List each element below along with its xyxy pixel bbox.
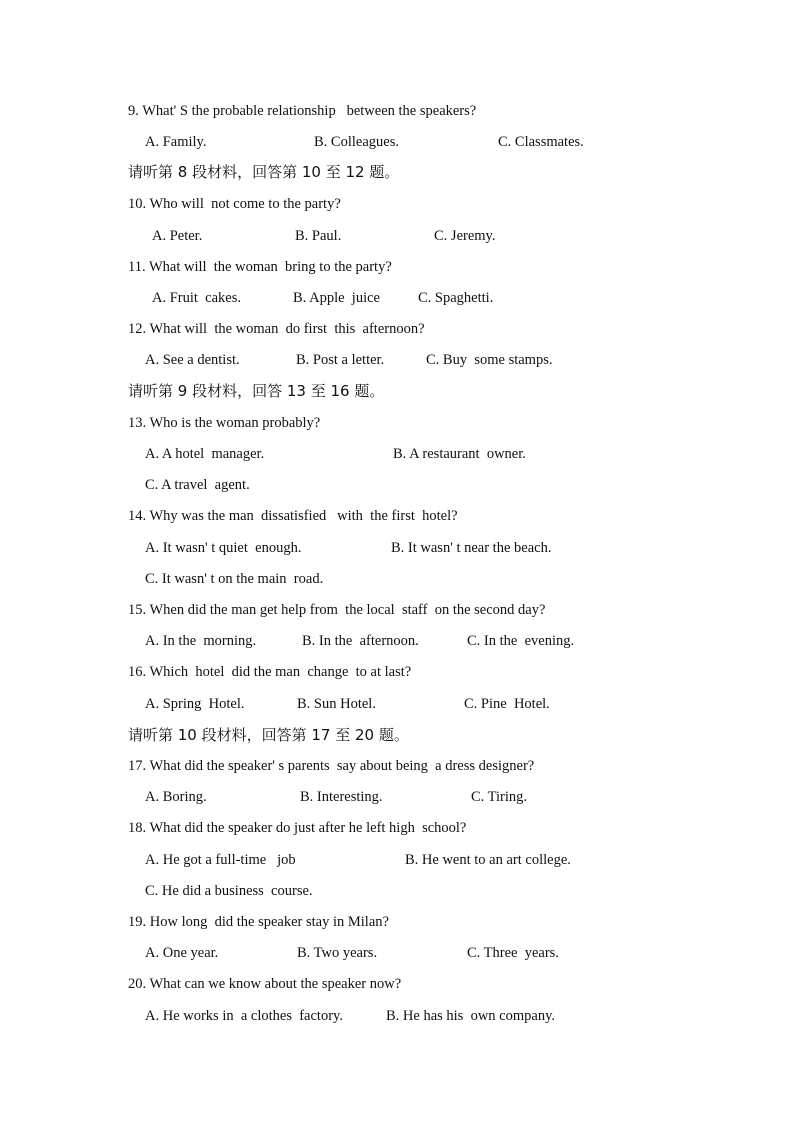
question-14-option-b: B. It wasn' t near the beach.: [391, 540, 552, 556]
question-10-option-c: C. Jeremy.: [434, 228, 496, 244]
question-19-option-c: C. Three years.: [467, 945, 559, 961]
question-15-option-c: C. In the evening.: [467, 633, 575, 649]
question-11-option-c: C. Spaghetti.: [418, 290, 494, 306]
question-15-option-a: A. In the morning.: [145, 633, 257, 649]
question-13: 13. Who is the woman probably?: [128, 415, 321, 431]
question-9-option-a: A. Family.: [145, 134, 207, 150]
question-19: 19. How long did the speaker stay in Milan?: [128, 914, 389, 930]
question-20: 20. What can we know about the speaker now?: [128, 976, 402, 992]
question-16-option-c: C. Pine Hotel.: [464, 696, 550, 712]
question-11-option-a: A. Fruit cakes.: [152, 290, 241, 306]
question-10-option-a: A. Peter.: [152, 228, 203, 244]
question-9-option-b: B. Colleagues.: [314, 134, 399, 150]
question-17-option-c: C. Tiring.: [471, 789, 528, 805]
section-8-instruction: 请听第 8 段材料，回答第 10 至 12 题。: [128, 163, 400, 181]
question-18-option-a: A. He got a full-time job: [145, 852, 296, 868]
question-18: 18. What did the speaker do just after he left high school?: [128, 820, 467, 836]
question-11-option-b: B. Apple juice: [293, 290, 380, 306]
question-9-option-c: C. Classmates.: [498, 134, 584, 150]
question-16: 16. Which hotel did the man change to at last?: [128, 664, 412, 680]
question-9: 9. What' S the probable relationship between the speakers?: [128, 103, 477, 119]
question-14: 14. Why was the man dissatisfied with the first hotel?: [128, 508, 458, 524]
question-19-option-a: A. One year.: [145, 945, 219, 961]
question-18-option-c: C. He did a business course.: [145, 883, 313, 899]
section-10-instruction: 请听第 10 段材料，回答第 17 至 20 题。: [128, 726, 409, 744]
question-18-option-b: B. He went to an art college.: [405, 852, 571, 868]
question-20-option-a: A. He works in a clothes factory.: [145, 1008, 343, 1024]
question-15: 15. When did the man get help from the local staff on the second day?: [128, 602, 546, 618]
question-10: 10. Who will not come to the party?: [128, 196, 341, 212]
question-14-option-a: A. It wasn' t quiet enough.: [145, 540, 302, 556]
question-16-option-b: B. Sun Hotel.: [297, 696, 376, 712]
question-20-option-b: B. He has his own company.: [386, 1008, 556, 1024]
question-12-option-b: B. Post a letter.: [296, 352, 385, 368]
question-15-option-b: B. In the afternoon.: [302, 633, 419, 649]
question-13-option-c: C. A travel agent.: [145, 477, 250, 493]
question-12: 12. What will the woman do first this afternoon?: [128, 321, 425, 337]
question-16-option-a: A. Spring Hotel.: [145, 696, 245, 712]
question-14-option-c: C. It wasn' t on the main road.: [145, 571, 324, 587]
question-17-option-b: B. Interesting.: [300, 789, 383, 805]
question-10-option-b: B. Paul.: [295, 228, 342, 244]
question-12-option-c: C. Buy some stamps.: [426, 352, 553, 368]
question-12-option-a: A. See a dentist.: [145, 352, 240, 368]
question-17: 17. What did the speaker' s parents say about being a dress designer?: [128, 758, 535, 774]
question-13-option-b: B. A restaurant owner.: [393, 446, 526, 462]
question-13-option-a: A. A hotel manager.: [145, 446, 265, 462]
question-17-option-a: A. Boring.: [145, 789, 207, 805]
question-19-option-b: B. Two years.: [297, 945, 378, 961]
question-11: 11. What will the woman bring to the party?: [128, 259, 392, 275]
section-9-instruction: 请听第 9 段材料，回答 13 至 16 题。: [128, 382, 385, 400]
